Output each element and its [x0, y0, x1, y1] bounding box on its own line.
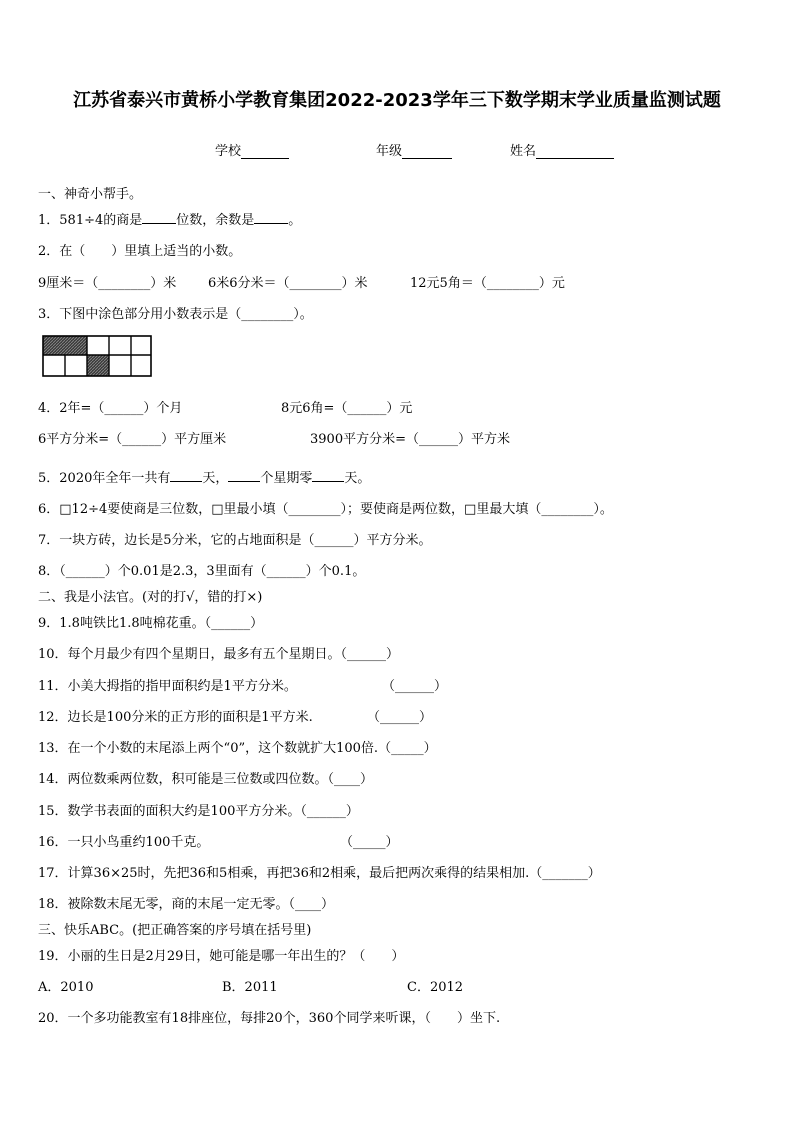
question-1: 1．581÷4的商是 位数，余数是 。	[38, 213, 302, 228]
q5-blank-3[interactable]	[312, 469, 344, 482]
q18-answer-blank[interactable]: （____）	[288, 897, 335, 912]
question-11: 11．小美大拇指的指甲面积约是1平方分米。	[38, 679, 297, 694]
grade-field	[376, 140, 452, 159]
school-label: 学校	[215, 144, 242, 159]
question-13: 13．在一个小数的末尾添上两个“0”，这个数就扩大100倍.（_____）	[38, 741, 437, 756]
shaded-cell-bottom	[87, 355, 109, 376]
question-4-part-4: 3900平方分米=（______）平方米	[310, 432, 510, 447]
q15-answer-blank[interactable]: （______）	[300, 804, 359, 819]
question-4-part-2: 8元6角=（______）元	[281, 401, 413, 416]
q9-answer-blank[interactable]: （______）	[204, 616, 264, 631]
section-2-heading: 二、我是小法官。(对的打√，错的打×)	[38, 590, 263, 605]
question-17: 17．计算36×25时，先把36和5相乘，再把36和2相乘，最后把两次乘得的结果相加.（_______）	[38, 866, 601, 881]
question-4-part-3: 6平方分米=（______）平方厘米	[38, 432, 227, 447]
name-label: 姓名	[510, 144, 537, 159]
question-14: 14．两位数乘两位数，积可能是三位数或四位数。（____）	[38, 772, 374, 787]
q19-option-b[interactable]: B．2011	[222, 980, 278, 995]
q10-answer-blank[interactable]: （______）	[340, 647, 400, 662]
section-3-heading: 三、快乐ABC。(把正确答案的序号填在括号里)	[38, 923, 312, 938]
shaded-cells-top	[43, 336, 87, 355]
q19-option-a[interactable]: A．2010	[38, 980, 94, 995]
question-4-part-1: 4．2年=（______）个月	[38, 401, 183, 416]
question-6: 6．□12÷4要使商是三位数，□里最小填（________）；要使商是两位数，□里最大填（________）。	[38, 502, 613, 517]
shaded-grid-figure	[41, 334, 153, 378]
name-field	[510, 140, 614, 159]
school-field	[215, 140, 289, 159]
q13-answer-blank[interactable]: （_____）	[378, 741, 437, 756]
question-2-part-1: 9厘米＝（________）米	[38, 276, 177, 291]
school-blank[interactable]	[241, 145, 289, 159]
grade-label: 年级	[376, 144, 403, 159]
q11-answer-blank[interactable]: （______）	[382, 679, 448, 694]
q19-option-c[interactable]: C．2012	[407, 980, 464, 995]
q14-answer-blank[interactable]: （____）	[327, 772, 374, 787]
q5-blank-1[interactable]	[170, 469, 202, 482]
question-2-part-2: 6米6分米＝（________）米	[208, 276, 368, 291]
q16-answer-blank[interactable]: （_____）	[340, 835, 399, 850]
q12-answer-blank[interactable]: （______）	[367, 710, 433, 725]
page-title: 江苏省泰兴市黄桥小学教育集团2022-2023学年三下数学期末学业质量监测试题	[73, 90, 721, 111]
question-9: 9．1.8吨铁比1.8吨棉花重。（______）	[38, 616, 264, 631]
name-blank[interactable]	[536, 145, 614, 159]
question-15: 15．数学书表面的面积大约是100平方分米。（______）	[38, 804, 359, 819]
question-18: 18．被除数末尾无零，商的末尾一定无零。（____）	[38, 897, 335, 912]
question-7: 7．一块方砖，边长是5分米，它的占地面积是（______）平方分米。	[38, 533, 432, 548]
q1-blank-2[interactable]	[254, 211, 288, 224]
question-10: 10．每个月最少有四个星期日，最多有五个星期日。（______）	[38, 647, 400, 662]
q17-answer-blank[interactable]: （_______）	[529, 866, 601, 881]
question-2-part-3: 12元5角＝（________）元	[410, 276, 565, 291]
question-20-stem: 20．一个多功能教室有18排座位，每排20个，360个同学来听课，（ ）坐下.	[38, 1011, 501, 1026]
question-3-stem: 3．下图中涂色部分用小数表示是（________）。	[38, 307, 313, 322]
grade-blank[interactable]	[402, 145, 452, 159]
section-1-heading: 一、神奇小帮手。	[38, 187, 143, 202]
question-8: 8．（______）个0.01是2.3，3里面有（______）个0.1。	[38, 564, 366, 579]
question-19-stem: 19．小丽的生日是2月29日，她可能是哪一年出生的？（ ）	[38, 949, 405, 964]
q5-blank-2[interactable]	[228, 469, 260, 482]
question-16: 16．一只小鸟重约100千克。	[38, 835, 210, 850]
question-5: 5．2020年全年一共有 天， 个星期零 天。	[38, 471, 371, 486]
question-2-stem: 2．在（ ）里填上适当的小数。	[38, 244, 242, 259]
q1-blank-1[interactable]	[142, 211, 176, 224]
question-12: 12．边长是100分米的正方形的面积是1平方米.	[38, 710, 313, 725]
